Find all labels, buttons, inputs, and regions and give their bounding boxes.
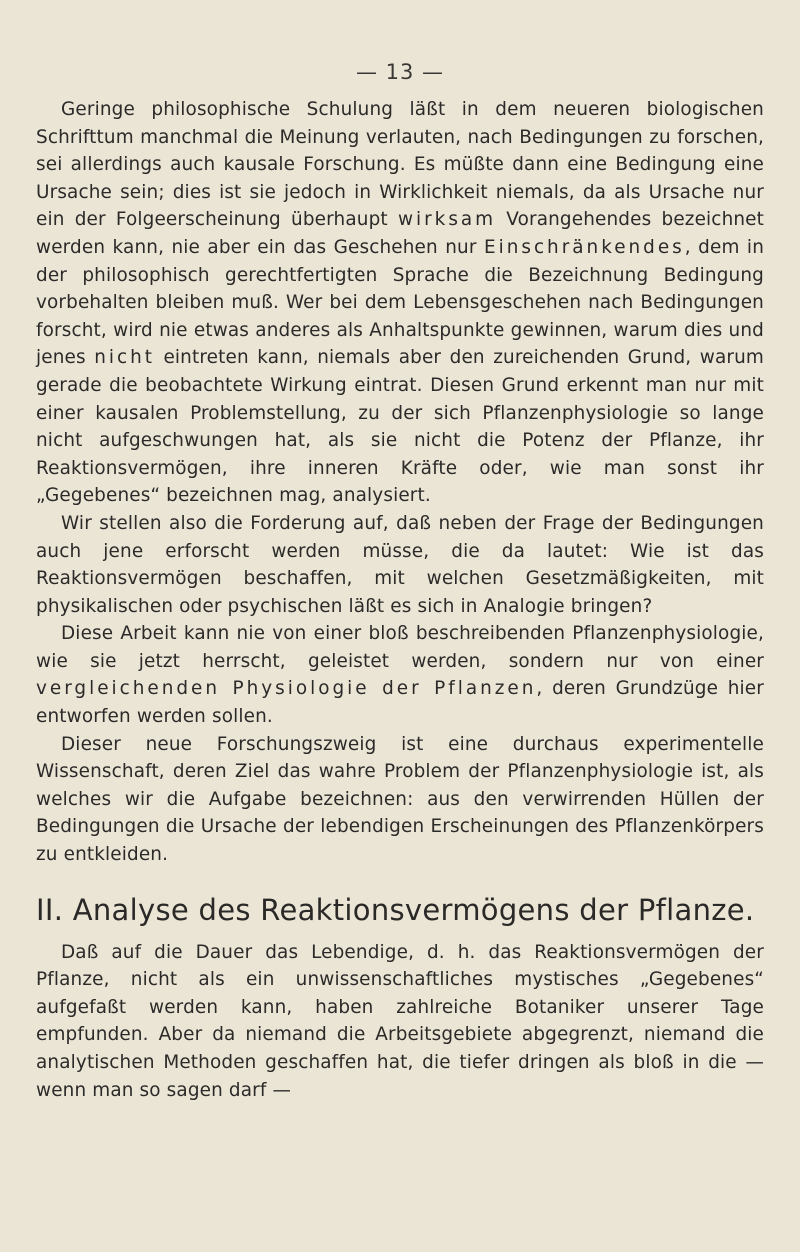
paragraph-text: Dieser neue Forschungszweig ist eine durchaus experimentelle Wissenschaft, deren Ziel das wahre Problem der Pflanzenphysiologie ist, als welches wir die Aufgabe bezeichnen: aus den verwirrenden Hüllen der Bedingungen die Ursache der lebendigen Erscheinungen des Pflanzenkörpers zu entkleiden. <box>36 733 764 866</box>
paragraph-text: eintreten kann, niemals aber den zureichenden Grund, warum gerade die beobachtete Wirkung eintrat. Diesen Grund erkennt man nur mit einer kausalen Problemstellung, zu der sich Pflanzenphysiologie so lange nicht aufgeschwungen hat, als sie nicht die Potenz der Pflanze, ihr Reaktionsvermögen, ihre inneren Kräfte oder, wie man sonst ihr „Gegebenes“ bezeichnen mag, analysiert. <box>36 347 764 507</box>
paragraph-text: , deren Grundzüge hier entworfen werden sollen. <box>36 678 764 728</box>
spaced-emphasis: wirksam <box>397 209 497 231</box>
paragraph-text: Daß auf die Dauer das Lebendige, d. h. das Reaktionsvermögen der Pflanze, nicht als ein unwissenschaftliches mystisches „Gegebenes“ aufgefaßt werden kann, haben zahlreiche Botaniker unserer Tage empfunden. Aber da niemand die Arbeitsgebiete abgegrenzt, niemand die analytischen Methoden geschaffen hat, die tiefer dringen als bloß in die — wenn man so sagen darf — <box>36 941 764 1101</box>
spaced-emphasis: nicht <box>94 347 155 369</box>
paragraph-text: Geringe philosophische Schulung läßt in dem neueren biologischen Schrifttum manchmal die Meinung verlauten, nach Bedingungen zu forschen, sei allerdings auch kausale Forschung. Es müßte dann eine Bedingung eine Ursache sein; dies ist sie jedoch in Wirklichkeit niemals, da als Ursache nur ein der Folgeerscheinung überhaupt <box>36 99 764 231</box>
spaced-emphasis: Einschränkendes <box>483 236 685 258</box>
paragraph-text: Diese Arbeit kann nie von einer bloß beschreibenden Pflanzenphysiologie, wie sie jetzt herrscht, geleistet werden, sondern nur von einer <box>36 623 764 672</box>
book-page <box>36 60 764 1104</box>
body-paragraph <box>36 731 764 869</box>
spaced-emphasis: vergleichenden Physiologie der Pflanzen <box>36 678 537 700</box>
paragraph-text: Vorangehendes bezeichnet werden kann, nie aber ein das Geschehen nur <box>36 209 765 258</box>
body-paragraph <box>36 620 764 730</box>
body-paragraph <box>36 510 764 620</box>
page-number: — 13 — <box>355 60 445 84</box>
paragraph-text: Wir stellen also die Forderung auf, daß neben der Frage der Bedingungen auch jene erforscht werden müsse, die da lautet: Wie ist das Reaktionsvermögen beschaffen, mit welchen Gesetzmäßigkeiten, mit physikalischen oder psychischen läßt es sich in Analogie bringen? <box>36 512 764 617</box>
section-heading: II. Analyse des Reaktionsvermögens der Pflanze. <box>36 892 755 927</box>
body-paragraph <box>36 96 764 510</box>
paragraph-text: , dem in der philosophisch gerechtfertigten Sprache die Bezeichnung Bedingung vorbehalten bleiben muß. Wer bei dem Lebensgeschehen nach Bedingungen forscht, wird nie etwas anderes als Anhaltspunkte gewinnen, warum dies und jenes <box>36 236 765 369</box>
body-paragraph <box>36 939 764 1105</box>
